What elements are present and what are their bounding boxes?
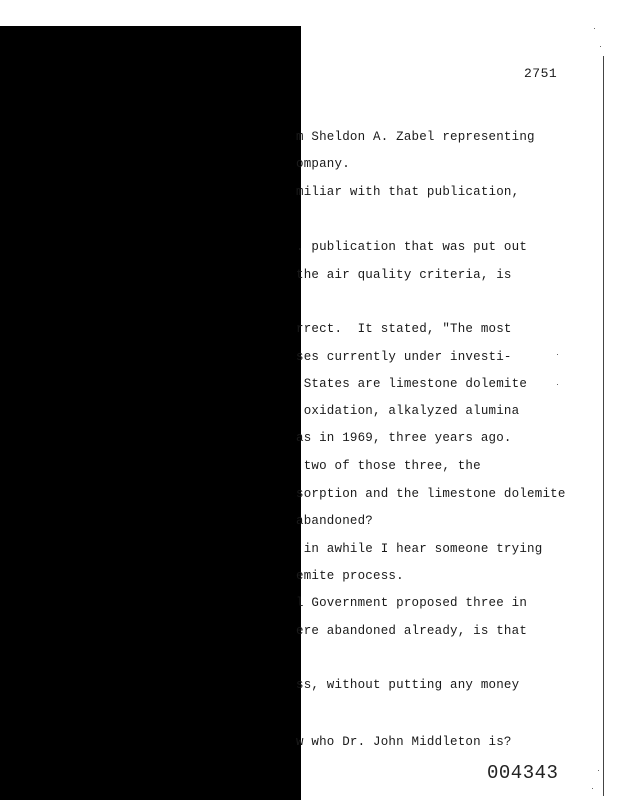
- redaction-block: [0, 26, 301, 800]
- text-line: in awhile I hear someone trying: [296, 542, 543, 556]
- text-line: as in 1969, three years ago.: [296, 431, 512, 445]
- text-line: sorption and the limestone dolemite: [296, 487, 566, 501]
- text-line: l Government proposed three in: [296, 596, 528, 610]
- bates-stamp-number: 004343: [487, 762, 559, 784]
- scan-speck: [600, 46, 601, 47]
- scan-speck: [594, 28, 595, 29]
- text-line: the air quality criteria, is: [296, 268, 512, 282]
- text-line: States are limestone dolemite: [296, 377, 528, 391]
- right-margin-rule: [603, 56, 604, 796]
- text-line: oxidation, alkalyzed alumina: [296, 404, 520, 418]
- text-line: ere abandoned already, is that: [296, 624, 528, 638]
- text-line: emite process.: [296, 569, 404, 583]
- text-line: miliar with that publication,: [296, 185, 520, 199]
- scan-speck: [557, 354, 558, 355]
- scan-speck: [592, 788, 593, 789]
- page-number: 2751: [524, 66, 558, 81]
- text-line: m Sheldon A. Zabel representing: [296, 130, 535, 144]
- text-line: w who Dr. John Middleton is?: [296, 735, 512, 749]
- text-line: ompany.: [296, 157, 350, 171]
- text-line: two of those three, the: [296, 459, 481, 473]
- text-line: ses currently under investi-: [296, 350, 512, 364]
- text-line: rrect. It stated, "The most: [296, 322, 512, 336]
- text-line: ss, without putting any money: [296, 678, 520, 692]
- scan-speck: [557, 384, 558, 385]
- text-line: abandoned?: [296, 514, 374, 528]
- text-line: . publication that was put out: [296, 240, 528, 254]
- scan-speck: [598, 770, 599, 771]
